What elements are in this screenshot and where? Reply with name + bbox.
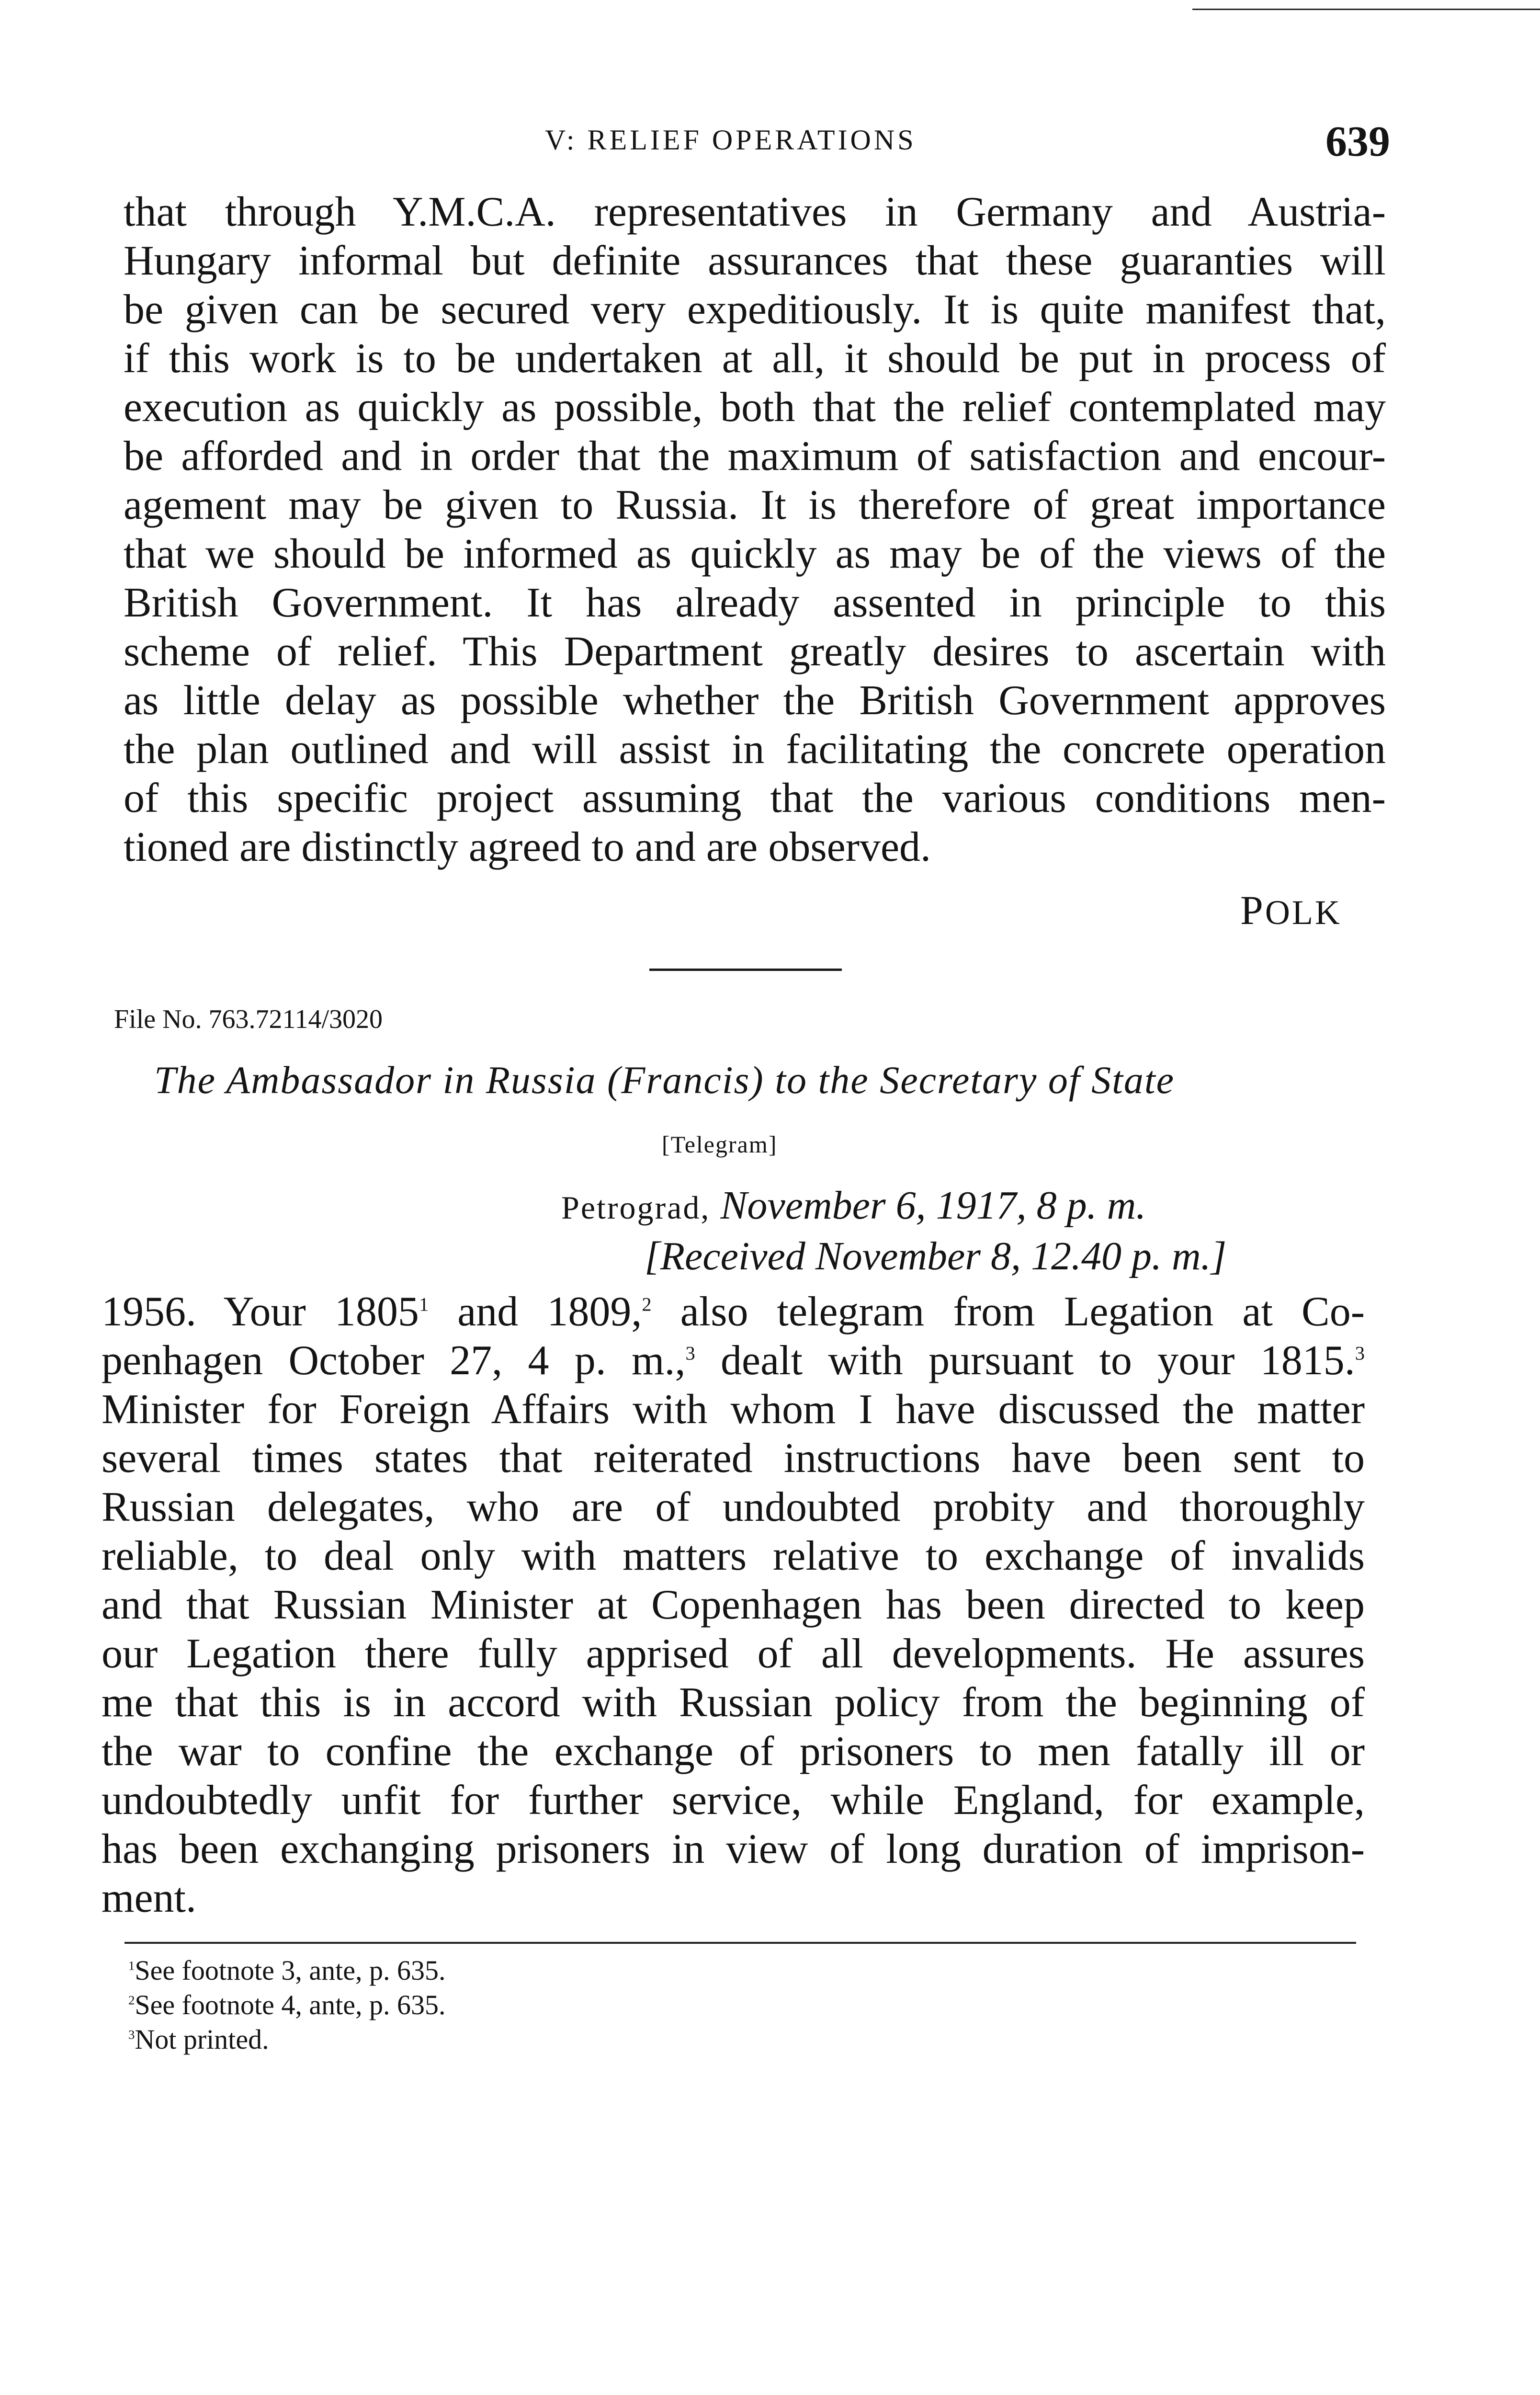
signature-initial: P <box>1240 887 1265 933</box>
text-line: British Government. It has already assented in principle to this <box>124 580 1386 626</box>
footnote-text: Not printed. <box>135 2024 269 2055</box>
page-number: 639 <box>1325 118 1390 165</box>
dateline <box>561 1182 1146 1229</box>
footnotes <box>128 1953 445 2057</box>
text-line: that we should be informed as quickly as may be of the views of the <box>124 531 1386 577</box>
text-line: be given can be secured very expeditiously. It is quite manifest that, <box>124 286 1386 333</box>
top-rule <box>1192 9 1540 10</box>
text-line: tioned are distinctly agreed to and are observed. <box>124 824 931 870</box>
text-line: several times states that reiterated instructions have been sent to <box>102 1435 1365 1482</box>
text-line <box>102 1288 1365 1336</box>
footnote <box>128 1988 445 2022</box>
footnote-mark: 3 <box>128 2027 135 2042</box>
text-line: if this work is to be undertaken at all, it should be put in process of <box>124 335 1386 382</box>
text-line: and that Russian Minister at Copenhagen has been directed to keep <box>102 1582 1365 1628</box>
text-line: our Legation there fully apprised of all developments. He assures <box>102 1631 1365 1677</box>
dateline-place: Petrograd, <box>561 1189 711 1226</box>
text-line: has been exchanging prisoners in view of long duration of imprison- <box>102 1826 1365 1872</box>
footnote <box>128 1953 445 1988</box>
received-line: [Received November 8, 12.40 p. m.] <box>645 1234 1227 1278</box>
dateline-date: November 6, 1917, 8 p. m. <box>720 1183 1146 1228</box>
footnote-ref: 3 <box>685 1342 695 1364</box>
text-line: Minister for Foreign Affairs with whom I have discussed the matter <box>102 1386 1365 1433</box>
telegram-label: [Telegram] <box>662 1131 778 1158</box>
text-span: also telegram from Legation at Co- <box>651 1289 1365 1335</box>
footnote-ref: 1 <box>419 1293 429 1315</box>
text-line: of this specific project assuming that the various conditions men- <box>124 775 1386 821</box>
footnote-text: See footnote 4, ante, p. 635. <box>135 1989 446 2020</box>
text-line: agement may be given to Russia. It is therefore of great importance <box>124 482 1386 528</box>
text-line: reliable, to deal only with matters relative to exchange of invalids <box>102 1533 1365 1579</box>
text-span: 1956. Your 1805 <box>102 1289 419 1335</box>
text-line: scheme of relief. This Department greatly desires to ascertain with <box>124 628 1386 675</box>
text-span: dealt with pursuant to your 1815. <box>695 1337 1355 1384</box>
footnote <box>128 2022 445 2057</box>
text-line: that through Y.M.C.A. representatives in Germany and Austria- <box>124 189 1386 235</box>
text-line: undoubtedly unfit for further service, while England, for example, <box>102 1777 1365 1824</box>
continued-paragraph <box>124 188 1386 872</box>
text-line: as little delay as possible whether the British Government approves <box>124 677 1386 724</box>
text-line: Russian delegates, who are of undoubted probity and thoroughly <box>102 1484 1365 1530</box>
text-line: the plan outlined and will assist in facilitating the concrete operation <box>124 726 1386 773</box>
footnote-text: See footnote 3, ante, p. 635. <box>135 1955 446 1986</box>
running-head: V: RELIEF OPERATIONS <box>545 124 917 156</box>
text-span: penhagen October 27, 4 p. m., <box>102 1337 686 1384</box>
text-line: execution as quickly as possible, both that the relief contemplated may <box>124 384 1386 431</box>
document-heading: The Ambassador in Russia (Francis) to the Secretary of State <box>154 1058 1175 1102</box>
text-line: the war to confine the exchange of prisoners to men fatally ill or <box>102 1728 1365 1775</box>
footnote-mark: 1 <box>128 1958 135 1973</box>
text-line: Hungary informal but definite assurances that these guaranties will <box>124 238 1386 284</box>
section-separator <box>649 969 842 971</box>
signature-rest: OLK <box>1265 893 1342 932</box>
text-line <box>102 1336 1365 1385</box>
footnote-ref: 2 <box>642 1293 652 1315</box>
footnote-mark: 2 <box>128 1993 135 2007</box>
telegram-body <box>102 1288 1365 1923</box>
signature <box>1240 886 1342 934</box>
footnote-ref: 3 <box>1355 1342 1365 1364</box>
text-line: be afforded and in order that the maximum of satisfaction and encour- <box>124 433 1386 479</box>
text-line: ment. <box>102 1875 196 1921</box>
footnote-rule <box>125 1942 1356 1944</box>
file-number: File No. 763.72114/3020 <box>114 1004 383 1034</box>
text-line: me that this is in accord with Russian policy from the beginning of <box>102 1679 1365 1726</box>
text-span: and 1809, <box>429 1289 642 1335</box>
